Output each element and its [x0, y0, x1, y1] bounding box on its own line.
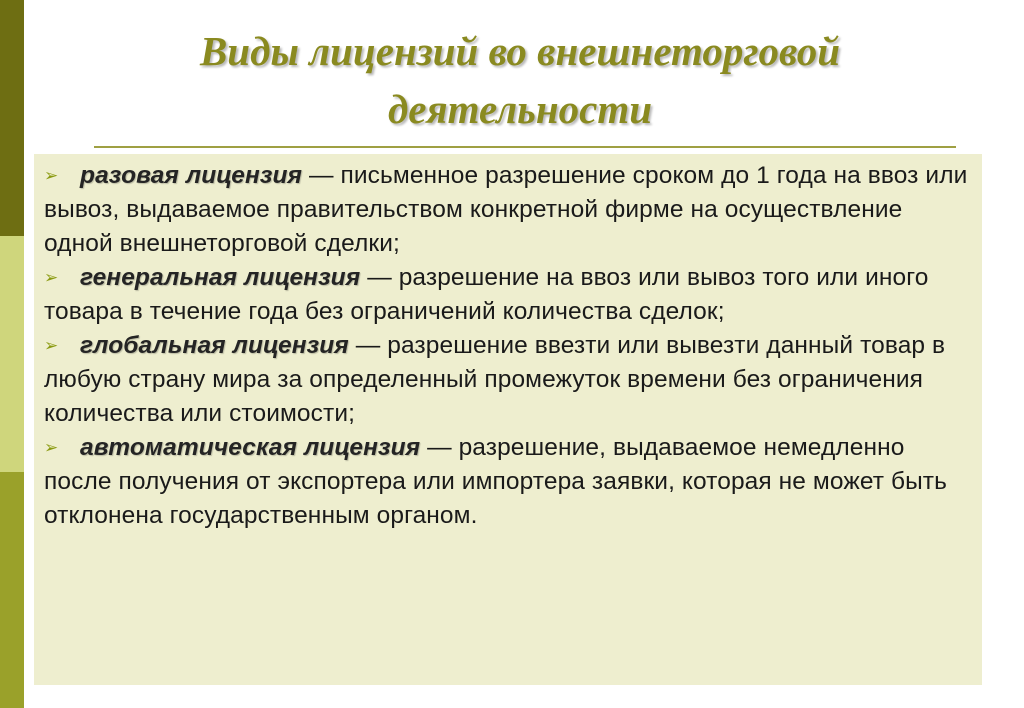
slide-title-line-2: деятельности	[387, 86, 653, 132]
side-bar-middle	[0, 236, 24, 472]
item-term: автоматическая лицензия	[80, 434, 421, 461]
side-bar-bottom	[0, 472, 24, 708]
list-item-general-license	[44, 261, 972, 329]
side-bar-top	[0, 0, 24, 236]
item-term: разовая лицензия	[80, 162, 303, 189]
item-term: глобальная лицензия	[80, 332, 349, 359]
title-divider	[94, 146, 956, 148]
item-definition: — разрешение, выдаваемое немедленно после получения от экспортера или импортера заявки, которая не может быть отклонена государственным органом.	[44, 434, 947, 529]
item-definition: — разрешение ввезти или вывезти данный товар в любую страну мира за определенный промежуток времени без ограничения количества или стоимости;	[44, 332, 946, 427]
arrow-bullet-icon: ➢	[44, 166, 59, 185]
arrow-bullet-icon: ➢	[44, 438, 59, 457]
arrow-bullet-icon: ➢	[44, 268, 59, 287]
slide-title	[40, 22, 1000, 138]
slide-title-line-1: Виды лицензий во внешнеторговой	[199, 28, 841, 74]
arrow-bullet-icon: ➢	[44, 336, 59, 355]
list-item-global-license	[44, 329, 972, 431]
list-item-automatic-license	[44, 431, 972, 533]
list-item-one-time-license	[44, 159, 972, 261]
item-definition: — разрешение на ввоз или вывоз того или иного товара в течение года без ограничений количества сделок;	[44, 264, 929, 325]
item-definition: — письменное разрешение сроком до 1 года на ввоз или вывоз, выдаваемое правительством конкретной фирме на осуществление одной внешнеторговой сделки;	[44, 162, 968, 257]
item-term: генеральная лицензия	[80, 264, 361, 291]
content-box	[34, 154, 982, 685]
